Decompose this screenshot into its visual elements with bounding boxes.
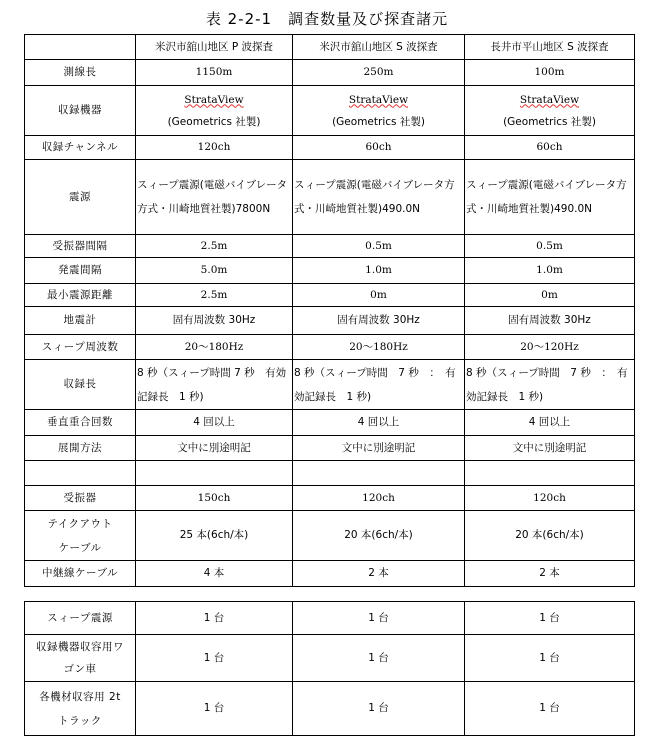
table-cell: 4 本 xyxy=(136,561,293,587)
table-cell xyxy=(136,86,293,136)
table-cell: 1 台 xyxy=(465,635,635,682)
row-label: 最小震源距離 xyxy=(25,284,136,307)
empty-cell xyxy=(293,461,465,486)
row-label: 収録機器収容用ワゴン車 xyxy=(25,635,136,682)
empty-cell xyxy=(465,461,635,486)
header-cell xyxy=(25,35,136,60)
table-cell: 2.5m xyxy=(136,284,293,307)
manufacturer: (Geometrics 社製) xyxy=(503,115,596,128)
table-cell: 60ch xyxy=(293,136,465,160)
instrument-name: StrataView xyxy=(184,93,244,106)
table-row xyxy=(25,258,635,284)
table-cell xyxy=(465,86,635,136)
table-cell: 固有周波数 30Hz xyxy=(465,307,635,335)
table-cell xyxy=(293,86,465,136)
table-cell: 20～180Hz xyxy=(136,335,293,360)
row-label: 受振器間隔 xyxy=(25,235,136,258)
table-cell: 固有周波数 30Hz xyxy=(136,307,293,335)
equipment-table xyxy=(24,601,635,736)
row-label: テイクアウトケーブル xyxy=(25,511,136,561)
table-header-row xyxy=(25,35,635,60)
table-cell: 2 本 xyxy=(293,561,465,587)
row-label: 中継線ケーブル xyxy=(25,561,136,587)
table-cell: 文中に別途明記 xyxy=(136,436,293,461)
table-cell: 1 台 xyxy=(136,635,293,682)
row-label: 垂直重合回数 xyxy=(25,410,136,436)
table-cell: 文中に別途明記 xyxy=(293,436,465,461)
row-label: 測線長 xyxy=(25,60,136,86)
table-cell: 0m xyxy=(465,284,635,307)
table-cell: 0m xyxy=(293,284,465,307)
table-cell: スィープ震源(電磁バイブレータ方式・川崎地質社製)7800N xyxy=(136,160,293,235)
manufacturer: (Geometrics 社製) xyxy=(332,115,425,128)
empty-cell xyxy=(136,461,293,486)
table-cell: 1 台 xyxy=(136,602,293,635)
table-cell: 20～120Hz xyxy=(465,335,635,360)
table-row xyxy=(25,561,635,587)
table-cell: 1150m xyxy=(136,60,293,86)
table-row xyxy=(25,410,635,436)
row-label: 震源 xyxy=(25,160,136,235)
row-label: 発震間隔 xyxy=(25,258,136,284)
row-label: 各機材収容用 2t トラック xyxy=(25,682,136,736)
row-label: 地震計 xyxy=(25,307,136,335)
table-cell: 1.0m xyxy=(465,258,635,284)
table-row xyxy=(25,235,635,258)
table-cell: 120ch xyxy=(465,486,635,511)
empty-cell xyxy=(25,461,136,486)
table-row xyxy=(25,436,635,461)
table-row xyxy=(25,635,635,682)
table-row xyxy=(25,335,635,360)
table-cell: 25 本(6ch/本) xyxy=(136,511,293,561)
table-cell: 固有周波数 30Hz xyxy=(293,307,465,335)
table-row xyxy=(25,86,635,136)
row-label: スィープ震源 xyxy=(25,602,136,635)
table-cell: 1 台 xyxy=(293,635,465,682)
table-cell: 4 回以上 xyxy=(136,410,293,436)
table-cell: 1 台 xyxy=(136,682,293,736)
row-label: 収録チャンネル xyxy=(25,136,136,160)
table-row xyxy=(25,136,635,160)
row-label: 展開方法 xyxy=(25,436,136,461)
table-cell: 1 台 xyxy=(293,602,465,635)
table-row xyxy=(25,160,635,235)
table-cell: 2 本 xyxy=(465,561,635,587)
table-row xyxy=(25,486,635,511)
table-cell: 0.5m xyxy=(465,235,635,258)
row-label: 収録機器 xyxy=(25,86,136,136)
table-row xyxy=(25,60,635,86)
table-cell: 1 台 xyxy=(465,602,635,635)
table-row xyxy=(25,602,635,635)
table-cell: 4 回以上 xyxy=(293,410,465,436)
instrument-name: StrataView xyxy=(348,93,409,106)
table-cell: 120ch xyxy=(293,486,465,511)
survey-spec-table xyxy=(24,34,635,587)
table-row xyxy=(25,511,635,561)
manufacturer: (Geometrics 社製) xyxy=(167,115,261,128)
table-title: 表 2-2-1 調査数量及び探査諸元 xyxy=(205,10,449,28)
table-cell: スィープ震源(電磁バイブレータ方式・川崎地質社製)490.0N xyxy=(465,160,635,235)
table-cell: 8 秒（スィープ時間 7 秒 ： 有効記録長 1 秒) xyxy=(293,360,465,410)
table-row xyxy=(25,461,635,486)
row-label: スィープ周波数 xyxy=(25,335,136,360)
table-row xyxy=(25,360,635,410)
table-cell: 100m xyxy=(465,60,635,86)
table-cell: 1.0m xyxy=(293,258,465,284)
table-cell: 5.0m xyxy=(136,258,293,284)
header-cell: 米沢市舘山地区 P 波探査 xyxy=(136,35,293,60)
table-cell: 1 台 xyxy=(293,682,465,736)
table-row xyxy=(25,682,635,736)
table-cell: 0.5m xyxy=(293,235,465,258)
table-cell: 8 秒（スィープ時間 7 秒 ： 有効記録長 1 秒) xyxy=(465,360,635,410)
table-cell: 8 秒（スィープ時間 7 秒 有効記録長 1 秒) xyxy=(136,360,293,410)
table-row xyxy=(25,284,635,307)
table-cell: 250m xyxy=(293,60,465,86)
header-cell: 米沢市舘山地区 S 波探査 xyxy=(293,35,465,60)
table-cell: 4 回以上 xyxy=(465,410,635,436)
table-cell: 20～180Hz xyxy=(293,335,465,360)
table-cell: 120ch xyxy=(136,136,293,160)
table-cell: 文中に別途明記 xyxy=(465,436,635,461)
table-cell: 20 本(6ch/本) xyxy=(465,511,635,561)
header-cell: 長井市平山地区 S 波探査 xyxy=(465,35,635,60)
table-cell: スィープ震源(電磁バイブレータ方式・川崎地質社製)490.0N xyxy=(293,160,465,235)
table-cell: 2.5m xyxy=(136,235,293,258)
table-cell: 60ch xyxy=(465,136,635,160)
row-label: 受振器 xyxy=(25,486,136,511)
row-label: 収録長 xyxy=(25,360,136,410)
instrument-name: StrataView xyxy=(519,93,580,106)
table-cell: 1 台 xyxy=(465,682,635,736)
table-cell: 150ch xyxy=(136,486,293,511)
table-cell: 20 本(6ch/本) xyxy=(293,511,465,561)
table-row xyxy=(25,307,635,335)
